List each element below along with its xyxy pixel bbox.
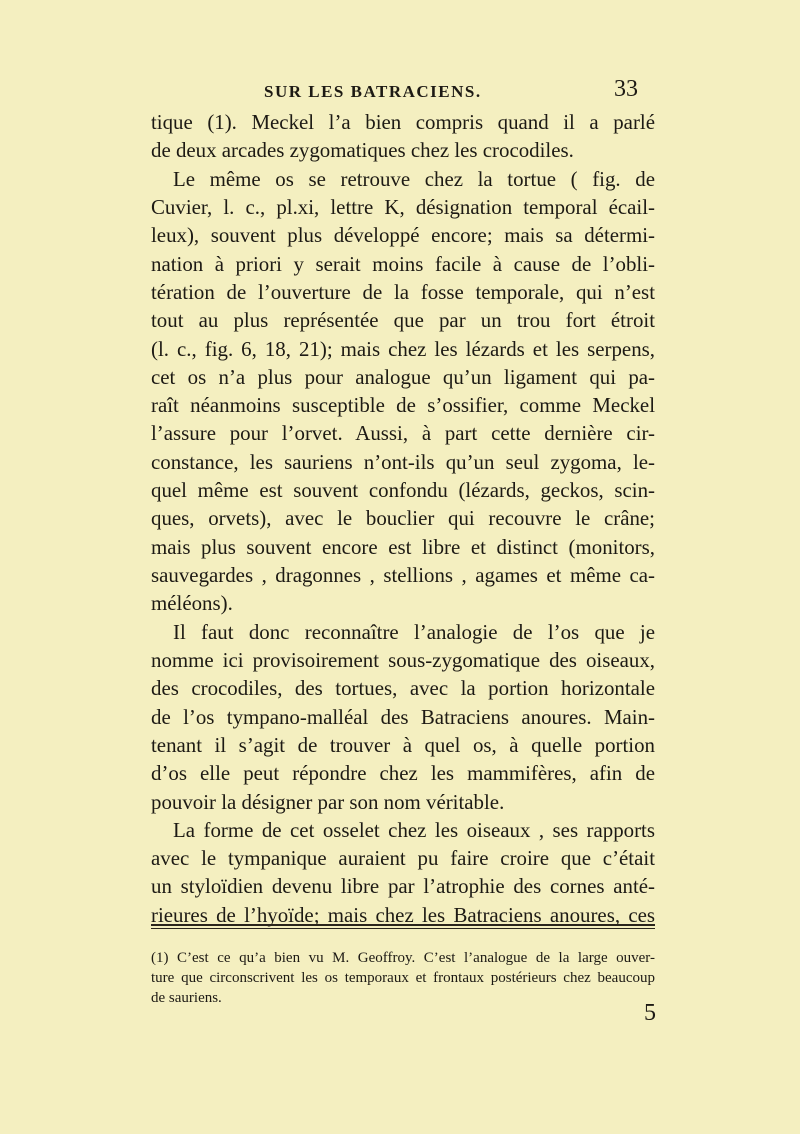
text-line: tération de l’ouverture de la fosse temporale, qui n’est — [151, 279, 655, 304]
footnote — [151, 948, 655, 1008]
text-line: d’os elle peut répondre chez les mammifères, afin de — [151, 761, 655, 786]
text-line: de l’os tympano-malléal des Batraciens anoures. Main- — [151, 704, 655, 729]
text-line: avec le tympanique auraient pu faire croire que c’était — [151, 846, 655, 871]
text-line: Le même os se retrouve chez la tortue ( fig. de — [173, 166, 655, 191]
text-line: Il faut donc reconnaître l’analogie de l’os que je — [173, 619, 655, 644]
text-line: Cuvier, l. c., pl.xi, lettre K, désignation temporal écail- — [151, 194, 655, 219]
text-line: constance, les sauriens n’ont-ils qu’un seul zygoma, le- — [151, 449, 655, 474]
text-line: méléons). — [151, 591, 233, 616]
signature-mark: 5 — [644, 1000, 656, 1026]
footnote-line: (1) C’est ce qu’a bien vu M. Geoffroy. C’est l’analogue de la large ouver- — [151, 950, 655, 966]
text-line: nomme ici provisoirement sous-zygomatique des oiseaux, — [151, 647, 655, 672]
text-line: des crocodiles, des tortues, avec la portion horizontale — [151, 676, 655, 701]
text-line: tique (1). Meckel l’a bien compris quand il a parlé — [151, 110, 655, 134]
page-number: 33 — [614, 76, 638, 102]
text-line: ques, orvets), avec le bouclier qui recouvre le crâne; — [151, 506, 655, 531]
text-line: tenant il s’agit de trouver à quel os, à quelle portion — [151, 732, 655, 757]
text-line: l’assure pour l’orvet. Aussi, à part cette dernière cir- — [151, 421, 655, 446]
text-line: cet os n’a plus pour analogue qu’un ligament qui pa- — [151, 364, 655, 389]
running-head: SUR LES BATRACIENS. — [264, 82, 482, 101]
footnote-rule — [151, 924, 655, 929]
text-line: sauvegardes , dragonnes , stellions , agames et même ca- — [151, 563, 655, 587]
text-line: (l. c., fig. 6, 18, 21); mais chez les lézards et les serpens, — [151, 336, 655, 361]
text-line: rieures de l’hyoïde; mais chez les Batraciens anoures, ces — [151, 902, 655, 927]
footnote-line: ture que circonscrivent les os temporaux et frontaux postérieurs chez beaucoup — [151, 970, 655, 986]
body-text — [151, 108, 655, 929]
text-line: mais plus souvent encore est libre et distinct (monitors, — [151, 534, 655, 559]
text-line: La forme de cet osselet chez les oiseaux , ses rapports — [173, 817, 655, 842]
text-line: nation à priori y serait moins facile à cause de l’obli- — [151, 251, 655, 276]
text-line: quel même est souvent confondu (lézards, geckos, scin- — [151, 478, 655, 503]
text-line: raît néanmoins susceptible de s’ossifier, comme Meckel — [151, 393, 655, 418]
text-line: un styloïdien devenu libre par l’atrophie des cornes anté- — [151, 874, 655, 899]
text-line: de deux arcades zygomatiques chez les crocodiles. — [151, 138, 574, 163]
footnote-line: de sauriens. — [151, 990, 222, 1006]
text-line: tout au plus représentée que par un trou fort étroit — [151, 308, 655, 333]
text-line: pouvoir la désigner par son nom véritable. — [151, 789, 505, 814]
text-line: leux), souvent plus développé encore; mais sa détermi- — [151, 223, 655, 248]
